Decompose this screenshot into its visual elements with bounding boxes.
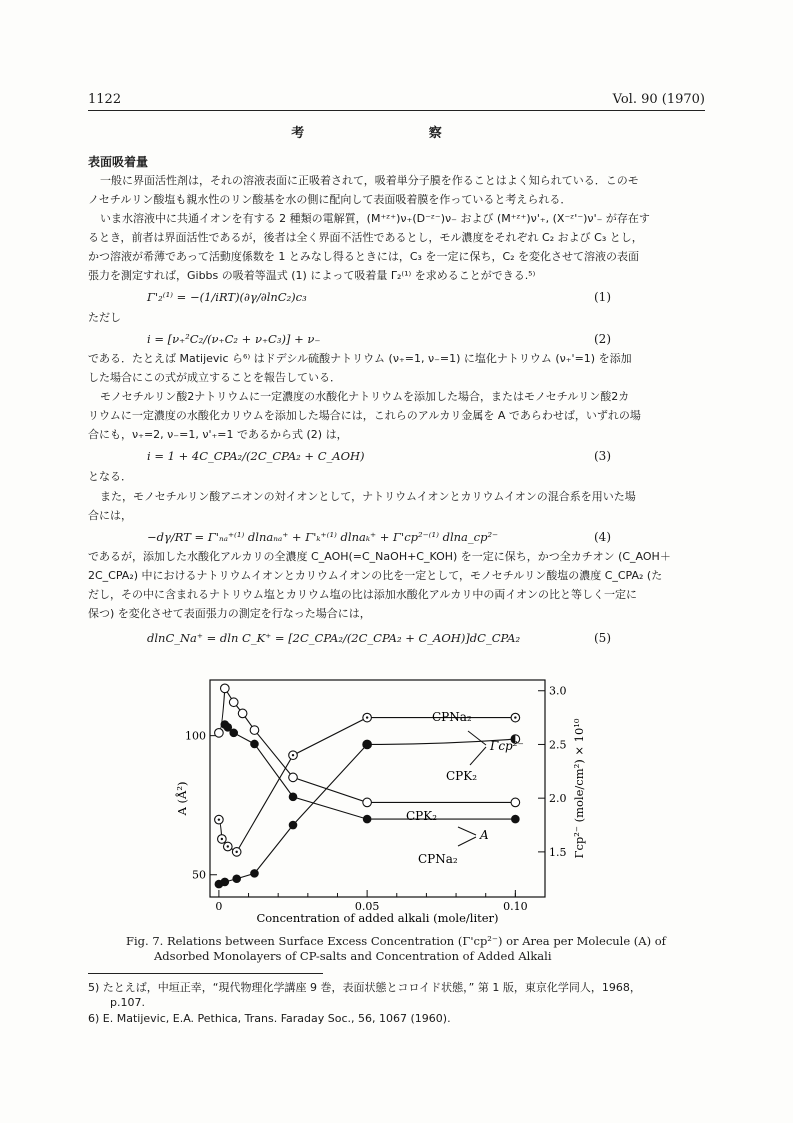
x-tick-label: 0.05 xyxy=(354,900,380,913)
data-point-center xyxy=(366,716,368,718)
equation-1: Γ'₂⁽¹⁾ = −(1/iRT)(∂γ/∂lnC₂)c₃ xyxy=(147,290,307,304)
data-point xyxy=(289,821,298,830)
body-line: であるが，添加した水酸化アルカリの全濃度 C_AOH(=C_NaOH+C_KOH) を一定に保ち，かつ全カチオン (C_AOH＋ xyxy=(88,550,671,563)
body-line: 保つ) を変化させて表面張力の測定を行なった場合には， xyxy=(88,607,371,620)
equation-2: i = [ν₊²C₂/(ν₊C₂ + ν₊C₃)] + ν₋ xyxy=(147,332,321,346)
body-line: モノセチルリン酸2ナトリウムに一定濃度の水酸化ナトリウムを添加した場合，またはモノセチルリン酸2カ xyxy=(100,390,630,403)
body-line: るとき，前者は界面活性であるが，後者は全く界面不活性であるとし，モル濃度をそれぞれ C₂ および C₃ とし， xyxy=(88,231,643,244)
equation-3: i = 1 + 4C_CPA₂/(2C_CPA₂ + C_AOH) xyxy=(147,449,365,463)
body-line: である．たとえば Matijevic ら⁶⁾ はドデシル硫酸ナトリウム (ν₊=1, ν₋=1) に塩化ナトリウム (ν₊'=1) を添加 xyxy=(88,352,632,365)
data-point xyxy=(221,684,230,693)
data-point-center xyxy=(221,838,223,840)
x-axis-label: Concentration of added alkali (mole/liter) xyxy=(256,911,499,925)
subheading: 表面吸着量 xyxy=(88,155,149,169)
annotation-label: CPK₂ xyxy=(406,809,438,823)
series-line-4 xyxy=(219,744,367,884)
body-line: かつ溶液が希薄であって活動度係数を 1 とみなし得るときには，C₃ を一定に保ち，C₂ を変化させて溶液の表面 xyxy=(88,250,640,263)
figure-caption-line-2: Adsorbed Monolayers of CP-salts and Concentration of Added Alkali xyxy=(154,949,552,963)
data-point xyxy=(229,729,238,738)
body-line: だし，その中に含まれるナトリウム塩とカリウム塩の比は添加水酸化アルカリ中の両イオンの比と等しく一定に xyxy=(88,588,638,601)
annotation-label: CPNa₂ xyxy=(418,852,458,866)
footnote-6: 6) E. Matijevic, E.A. Pethica, Trans. Faraday Soc., 56, 1067 (1960). xyxy=(88,1012,451,1025)
body-line: となる． xyxy=(88,470,132,483)
body-line: いま水溶液中に共通イオンを有する 2 種類の電解質，(M⁺ᶻ⁺)ν₊(D⁻ᶻ⁻)ν₋ および (M⁺ᶻ⁺)ν'₊, (X⁻ᶻ'⁻)ν'₋ が存在す xyxy=(100,212,650,225)
data-point xyxy=(511,798,520,807)
equation-number: (2) xyxy=(594,332,611,346)
data-point xyxy=(250,740,259,749)
data-point xyxy=(289,793,298,802)
equation-5: dlnC_Na⁺ = dln C_K⁺ = [2C_CPA₂/(2C_CPA₂ + C_AOH)]dC_CPA₂ xyxy=(147,631,521,645)
footnote-5-cont: p.107. xyxy=(110,996,145,1009)
data-point xyxy=(250,869,259,878)
data-point xyxy=(363,798,372,807)
y-left-axis-label: A (Å²) xyxy=(175,781,189,816)
y-left-tick-label: 100 xyxy=(185,729,206,743)
y-left-tick-label: 50 xyxy=(192,868,206,882)
body-line: 合には， xyxy=(88,509,132,522)
y-right-tick-label: 2.5 xyxy=(549,738,567,752)
series-line-0 xyxy=(219,718,515,852)
data-point xyxy=(232,874,241,883)
body-line: また，モノセチルリン酸アニオンの対イオンとして，ナトリウムイオンとカリウムイオンの混合系を用いた場 xyxy=(100,490,636,503)
volume-label: Vol. 90 (1970) xyxy=(612,92,705,107)
data-point-center xyxy=(514,716,516,718)
annotation-arrow xyxy=(458,827,476,835)
data-point xyxy=(238,709,247,718)
body-line: 張力を測定すれば，Gibbs の吸着等温式 (1) によって吸着量 Γ₂⁽¹⁾ を求めることができる.⁵⁾ xyxy=(88,269,536,282)
x-tick-label: 0 xyxy=(215,900,223,913)
body-line: した場合にこの式が成立することを報告している． xyxy=(88,371,341,384)
y-right-tick-label: 1.5 xyxy=(549,845,567,859)
figure-caption-line-1: Fig. 7. Relations between Surface Excess Concentration (Γ'cp²⁻) or Area per Molecule (A) of xyxy=(126,934,666,948)
annotation-label: CPK₂ xyxy=(446,769,478,783)
data-point-center xyxy=(235,851,237,853)
data-point xyxy=(250,726,259,735)
annotation-arrow xyxy=(458,837,476,846)
annotation-arrow xyxy=(470,747,486,765)
data-point-center xyxy=(218,818,220,820)
body-line: リウムに一定濃度の水酸化カリウムを添加した場合には，これらのアルカリ金属を A であらわせば，いずれの場 xyxy=(88,409,641,422)
data-point-center xyxy=(292,754,294,756)
equation-4: −dγ/RT = Γ'ₙₐ⁺⁽¹⁾ dlnaₙₐ⁺ + Γ'ₖ⁺⁽¹⁾ dlnaₖ⁺ + Γ'cp²⁻⁽¹⁾ dlna_cp²⁻ xyxy=(147,530,499,544)
data-point xyxy=(229,698,238,707)
body-line: ノセチルリン酸塩も親水性のリン酸基を水の側に配向して表面吸着膜を作っていると考えられる． xyxy=(88,193,572,206)
equation-number: (5) xyxy=(594,631,611,645)
data-point xyxy=(215,729,224,738)
data-point xyxy=(363,815,372,824)
data-point xyxy=(363,740,372,749)
y-right-tick-label: 3.0 xyxy=(549,684,567,698)
annotation-label: Γcp²⁻ xyxy=(490,739,524,753)
plot-frame xyxy=(210,680,545,897)
annotation-label: CPNa₂ xyxy=(432,710,472,724)
body-line: 合にも，ν₊=2, ν₋=1, ν'₊=1 であるから式 (2) は， xyxy=(88,428,348,441)
page-header xyxy=(88,92,705,110)
data-point xyxy=(289,773,298,782)
annotation-label: A xyxy=(480,828,489,842)
body-line: 一般に界面活性剤は，それの溶液表面に正吸着されて，吸着単分子膜を作ることはよく知られている．このモ xyxy=(100,174,639,187)
equation-number: (4) xyxy=(594,530,611,544)
figure-7-chart xyxy=(150,665,630,925)
body-line: ただし xyxy=(88,311,121,324)
y-right-tick-label: 2.0 xyxy=(549,792,567,806)
body-line: 2C_CPA₂) 中におけるナトリウムイオンとカリウムイオンの比を一定として，モノセチルリン酸塩の濃度 C_CPA₂ (た xyxy=(88,569,663,582)
data-point xyxy=(511,815,520,824)
footnote-5: 5) たとえば，中垣正幸，“現代物理化学講座 9 巻，表面状態とコロイド状態，” 第 1 版，東京化学同人，1968， xyxy=(88,981,641,994)
y-right-axis-label: Γcp²⁻ (mole/cm²) × 10¹⁰ xyxy=(572,718,586,859)
footnote-rule xyxy=(88,973,323,974)
section-title: 考 察 xyxy=(291,126,502,141)
equation-number: (3) xyxy=(594,449,611,463)
page-number: 1122 xyxy=(88,92,122,107)
header-rule xyxy=(88,110,705,111)
x-tick-label: 0.10 xyxy=(503,900,528,913)
equation-number: (1) xyxy=(594,290,611,304)
data-point xyxy=(221,878,230,887)
annotation-arrow xyxy=(468,731,486,745)
data-point-center xyxy=(227,845,229,847)
